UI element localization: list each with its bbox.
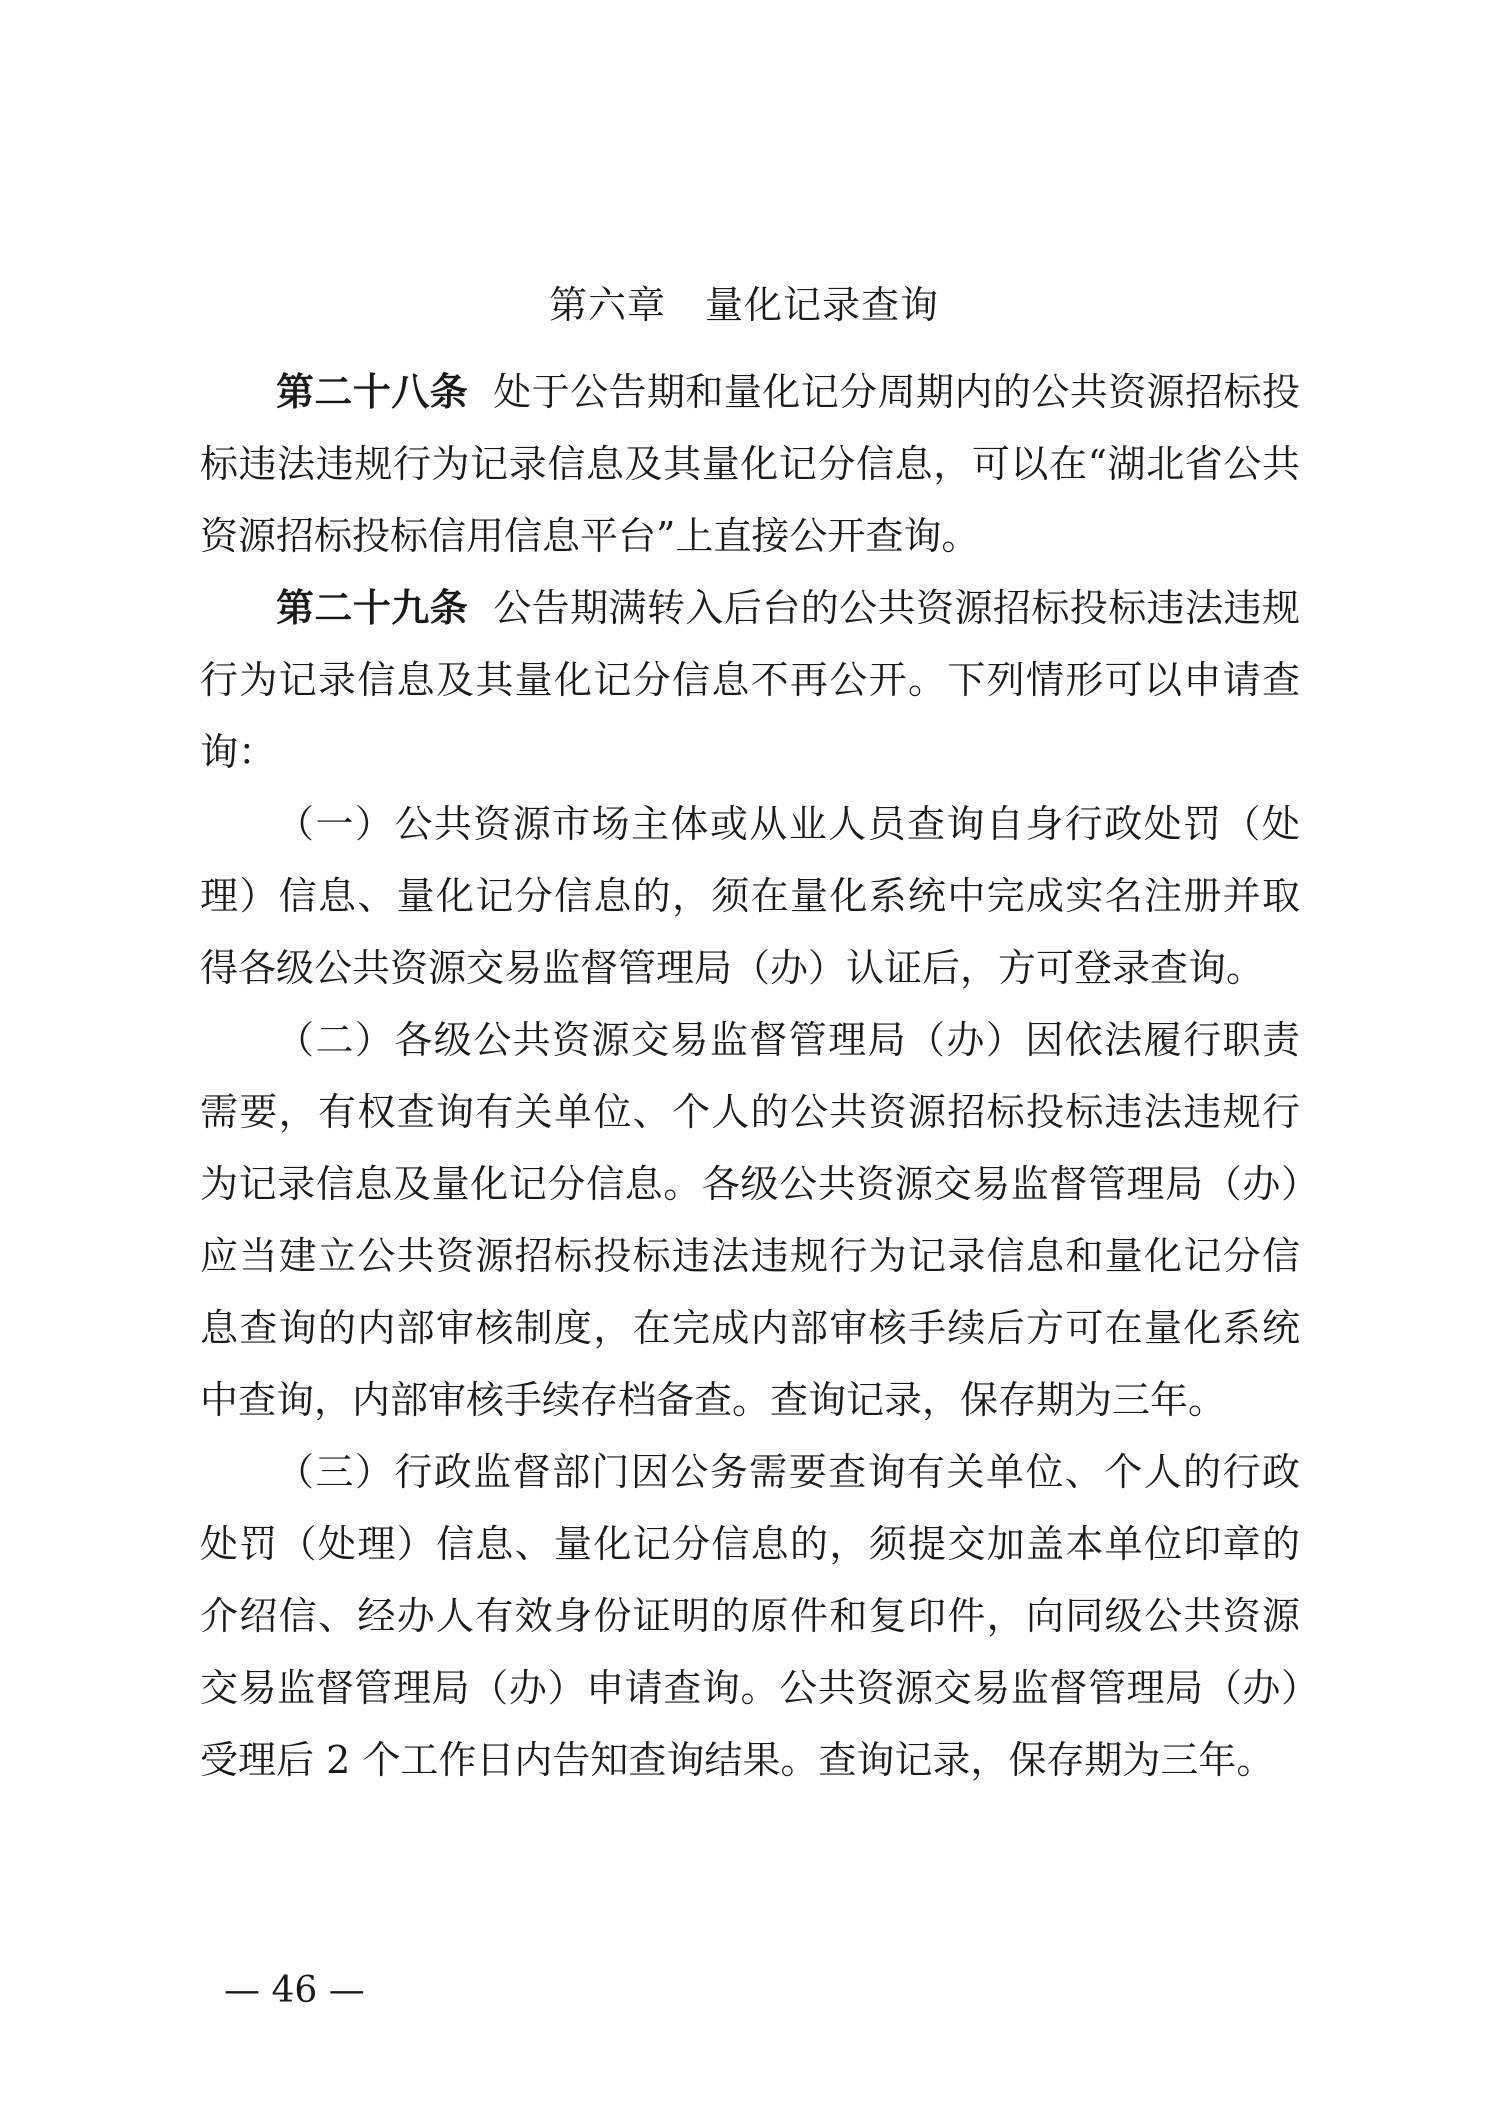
body-text [200,356,1300,1796]
chapter-title: 第六章 量化记录查询 [548,283,939,327]
page-number: — 46 — [224,1970,365,2011]
list-item: （一）公共资源市场主体或从业人员查询自身行政处罚（处理）信息、量化记分信息的，须在量化系统中完成实名注册并取得各级公共资源交易监督管理局（办）认证后，方可登录查询。 [200,802,1300,990]
article-number: 第二十九条 [276,585,469,630]
list-item: （三）行政监督部门因公务需要查询有关单位、个人的行政处罚（处理）信息、量化记分信息的，须提交加盖本单位印章的介绍信、经办人有效身份证明的原件和复印件，向同级公共资源交易监督管理局（办）申请查询。公共资源交易监督管理局（办）受理后 2 个工作日内告知查询结果。查询记录，保存期为三年。 [200,1450,1300,1782]
list-item: （二）各级公共资源交易监督管理局（办）因依法履行职责需要，有权查询有关单位、个人的公共资源招标投标违法违规行为记录信息及量化记分信息。各级公共资源交易监督管理局（办）应当建立公共资源招标投标违法违规行为记录信息和量化记分信息查询的内部审核制度，在完成内部审核手续后方可在量化系统中查询，内部审核手续存档备查。查询记录，保存期为三年。 [200,1018,1300,1422]
article-29 [200,572,1300,788]
article-text: 处于公告期和量化记分周期内的公共资源招标投标违法违规行为记录信息及其量化记分信息，可以在“湖北省公共资源招标投标信用信息平台”上直接公开查询。 [200,370,1300,558]
article-number: 第二十八条 [276,369,469,414]
article-text: 公告期满转入后台的公共资源招标投标违法违规行为记录信息及其量化记分信息不再公开。下列情形可以申请查询： [200,586,1300,774]
article-28 [200,356,1300,572]
